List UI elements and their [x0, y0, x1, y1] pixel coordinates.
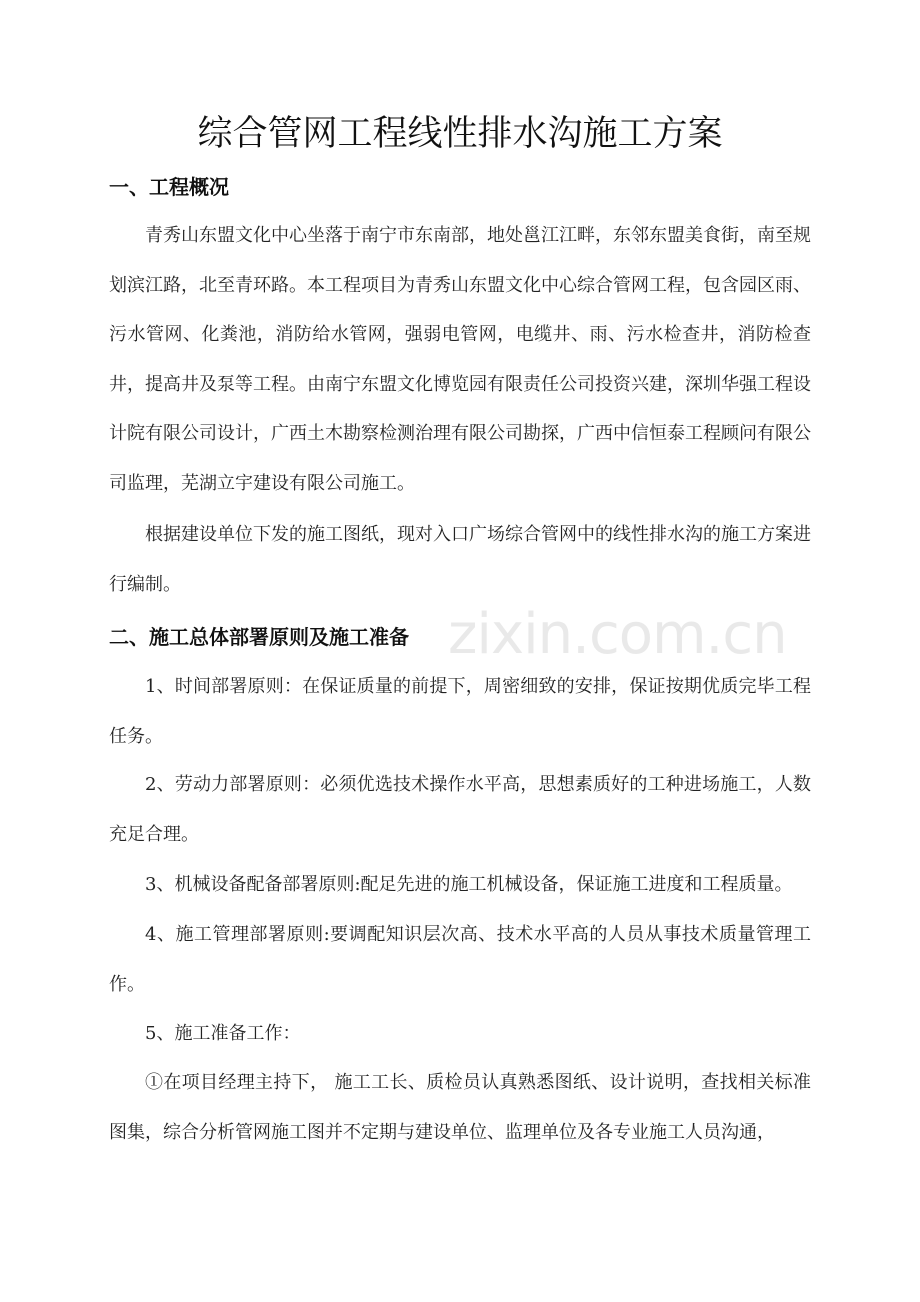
paragraph-management-principle: 4、施工管理部署原则:要调配知识层次高、技术水平高的人员从事技术质量管理工作。	[109, 924, 811, 995]
paragraph-time-principle: 1、时间部署原则：在保证质量的前提下，周密细致的安排，保证按期优质完毕工程任务。	[109, 676, 811, 747]
watermark-text: zixin.com.cn	[448, 602, 787, 667]
section-heading-deployment: 二、施工总体部署原则及施工准备	[109, 625, 409, 649]
section-heading-overview: 一、工程概况	[109, 175, 229, 199]
paragraph-equipment-principle: 3、机械设备配备部署原则:配足先进的施工机械设备，保证施工进度和工程质量。	[145, 874, 793, 895]
paragraph-project-overview: 青秀山东盟文化中心坐落于南宁市东南部，地处邕江江畔，东邻东盟美食街，南至规划滨江路，北至青环路。本工程项目为青秀山东盟文化中心综合管网工程，包含园区雨、污水管网、化粪池，消防给水管网，强弱电管网，电缆井、雨、污水检查井，消防检查井，提高井及泵等工程。由南宁东盟文化博览园有限责任公司投资兴建，深圳华强工程设计院有限公司设计，广西土木勘察检测治理有限公司勘探，广西中信恒泰工程顾问有限公司监理，芜湖立宇建设有限公司施工。	[109, 225, 811, 494]
paragraph-plan-basis: 根据建设单位下发的施工图纸，现对入口广场综合管网中的线性排水沟的施工方案进行编制。	[109, 524, 811, 595]
document-title: 综合管网工程线性排水沟施工方案	[197, 114, 723, 154]
paragraph-preparation-heading: 5、施工准备工作：	[145, 1023, 301, 1044]
paragraph-preparation-item-1: ①在项目经理主持下， 施工工长、质检员认真熟悉图纸、设计说明，查找相关标准图集，综合分析管网施工图并不定期与建设单位、监理单位及各专业施工人员沟通，	[109, 1072, 811, 1143]
paragraph-labor-principle: 2、劳动力部署原则：必须优选技术操作水平高，思想素质好的工种进场施工，人数充足合理。	[109, 774, 811, 845]
